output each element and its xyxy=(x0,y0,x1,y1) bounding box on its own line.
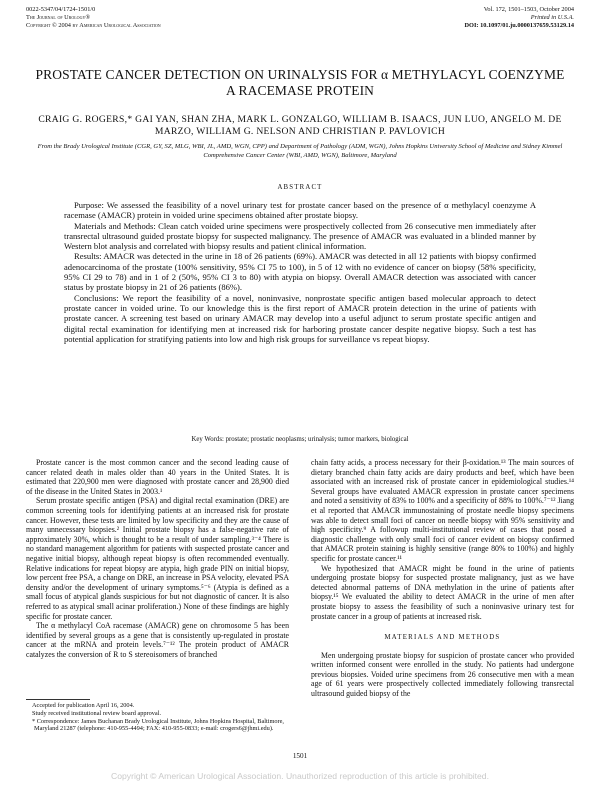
abstract-methods: Materials and Methods: Clean catch voided urine specimens were prospectively collected from 26 consecutive men immediately after transrectal ultrasound guided prostate biopsy for suspected malignancy. The presence of AMACR was evaluated in a blinded manner by Western blot analysis and correlated with biopsy results and patient clinical information. xyxy=(64,220,536,252)
intro-paragraph-5: We hypothesized that AMACR might be found in the urine of patients undergoing prostate biopsy for suspected prostate malignancy, just as we have detected abnormal patterns of DNA methylation in the urine of patients after biopsy.¹⁵ We evaluated the ability to detect AMACR in the urine of men after prostate biopsy to assess the feasibility of such a noninvasive urinary test for prostate cancer in a group of patients at increased risk. xyxy=(311,563,574,621)
journal-name: The Journal of Urology® xyxy=(26,14,91,21)
intro-paragraph-3: The α methylacyl CoA racemase (AMACR) gene on chromosome 5 has been identified by several groups as a gene that is consistently up-regulated in prostate cancer at the mRNA and protein levels.⁷⁻¹² The protein product of AMACR catalyzes the conversion of R to S stereoisomers of branched xyxy=(26,621,289,659)
affiliation: From the Brady Urological Institute (CGR, GY, SZ, MLG, WBI, JL, AMD, WGN, CPP) and Department of Pathology (ADM, WGN), Johns Hopkins University School of Medicine and Sidney Kimmel Comprehensive Cancer Center (WBI, AMD, WGN), Baltimore, Maryland xyxy=(37,143,563,159)
issn-line: 0022-5347/04/1724-1501/0 xyxy=(26,6,96,13)
printed-line: Printed in U.S.A. xyxy=(530,14,574,21)
footnote-correspondence: * Correspondence: James Buchanan Brady Urological Institute, Johns Hopkins Hospital, Baltimore, Maryland 21287 (telephone: 410-955-4494; FAX: 410-955-0833; e-mail: crogers6@jhmi.edu). xyxy=(32,717,285,733)
copyright-watermark: Copyright © American Urological Association. Unauthorized reproduction of this article is prohibited. xyxy=(111,771,489,781)
footnote-irb: Study received institutional review board approval. xyxy=(32,709,162,717)
keywords: Key Words: prostate; prostatic neoplasms; urinalysis; tumor markers, biological xyxy=(191,436,409,443)
intro-paragraph-1: Prostate cancer is the most common cancer and the second leading cause of cancer related death in males older than 40 years in the United States. It is estimated that 220,900 men were diagnosed with prostate cancer and 28,900 died of the disease in the United States in 2003.¹ xyxy=(26,458,289,496)
copyright-line: Copyright © 2004 by American Urological Association xyxy=(26,22,161,29)
intro-paragraph-2: Serum prostate specific antigen (PSA) and digital rectal examination (DRE) are common screening tools for identifying patients at an increased risk for prostate cancer. However, these tests are limited by low specificity and they are the cause of many unnecessary biopsies.² Initial prostate biopsy has a false-negative rate of approximately 30%, which is thought to be a result of under sampling.³⁻⁴ There is no standard management algorithm for patients with suspected prostate cancer and negative initial biopsy, although repeat biopsy is often recommended eventually. Relative indications for repeat biopsy are atypia, high grade PIN on initial biopsy, low percent free PSA, a change on DRE, an increase in PSA velocity, elevated PSA density and/or the development of urinary symptoms.⁵⁻⁶ (Atypia is defined as a small focus of atypical glands suspicious for but not diagnostic of cancer. It is also referred to as atypical small acinar proliferation.) None of these findings are highly specific for prostate cancer. xyxy=(26,496,289,621)
intro-paragraph-4: chain fatty acids, a process necessary for their β-oxidation.¹³ The main sources of dietary branched chain fatty acids are dairy products and beef, which have been associated with an increased risk of prostate cancer in epidemiological studies.¹⁴ Several groups have evaluated AMACR expression in prostate cancer specimens and noted a sensitivity of 83% to 100% and a specificity of 88% to 100%.⁷⁻¹² Jiang et al reported that AMACR immunostaining of prostate needle biopsy specimens was able to detect small foci of cancer on needle biopsy with 95% sensitivity and high specificity.⁹ A followup multi-institutional review of cases that posed a diagnostic challenge with only small foci of cancer evident on biopsy confirmed that AMACR protein staining is highly sensitive (range 80% to 100%) and highly specific for prostate cancer.¹¹ xyxy=(311,458,574,563)
footnotes xyxy=(26,702,289,733)
volume-line: Vol. 172, 1501–1503, October 2004 xyxy=(483,6,574,13)
abstract-body xyxy=(64,200,536,344)
abstract-results: Results: AMACR was detected in the urine in 18 of 26 patients (69%). AMACR was detected in all 12 patients with biopsy confirmed adenocarcinoma of the prostate (100% sensitivity, 95% CI 75 to 100), in 5 of 12 with no evidence of cancer on biopsy (58% specificity, 95% CI 29 to 78) and in 1 of 2 (50%, 95% CI 3 to 80) with atypia on biopsy. Overall AMACR detection was associated with cancer status by prostate biopsy in 21 of 26 patients (86%). xyxy=(64,251,536,293)
article-title: PROSTATE CANCER DETECTION ON URINALYSIS FOR α METHYLACYL COENZYME A RACEMASE PROTEIN xyxy=(35,67,565,98)
methods-heading: MATERIALS AND METHODS xyxy=(384,634,501,642)
abstract-conclusions: Conclusions: We report the feasibility of a novel, noninvasive, nonprostate specific antigen based molecular approach to detect prostate cancer in voided urine. To our knowledge this is the first report of AMACR protein detection in the urine of patients with prostate cancer. A screening test based on urinary AMACR may develop into a useful adjunct to serum prostate specific antigen and digital rectal examination for identifying men at increased risk for harboring prostate cancer despite negative biopsy. Such a test has potential application for stratifying patients into low and high risk groups for surveillance vs repeat biopsy. xyxy=(64,292,536,344)
page-number: 1501 xyxy=(292,752,308,760)
abstract-heading: ABSTRACT xyxy=(277,184,323,191)
footnote-divider xyxy=(26,699,90,700)
body-column-right xyxy=(311,458,574,699)
header-left xyxy=(26,6,161,30)
doi-line: DOI: 10.1097/01.ju.0000137659.53129.14 xyxy=(464,22,574,29)
footnote-accepted: Accepted for publication April 16, 2004. xyxy=(32,702,135,709)
abstract-purpose: Purpose: We assessed the feasibility of a novel urinary test for prostate cancer based on the presence of α methylacyl coenzyme A racemase (AMACR) protein in voided urine specimens obtained after prostate biopsy. xyxy=(64,200,536,221)
header-right xyxy=(465,6,575,30)
body-column-left xyxy=(26,458,289,659)
methods-paragraph-1: Men undergoing prostate biopsy for suspicion of prostate cancer who provided written informed consent were enrolled in the study. No patients had undergone previous biopsies. Voided urine specimens from 26 consecutive men with a mean age of 61 years were prospectively collected immediately following transrectal ultrasound guided biopsy of the xyxy=(311,650,574,699)
author-list: CRAIG G. ROGERS,* GAI YAN, SHAN ZHA, MARK L. GONZALGO, WILLIAM B. ISAACS, JUN LUO, ANGELO M. DE MARZO, WILLIAM G. NELSON AND CHRISTIAN P. PAVLOVICH xyxy=(38,114,562,137)
